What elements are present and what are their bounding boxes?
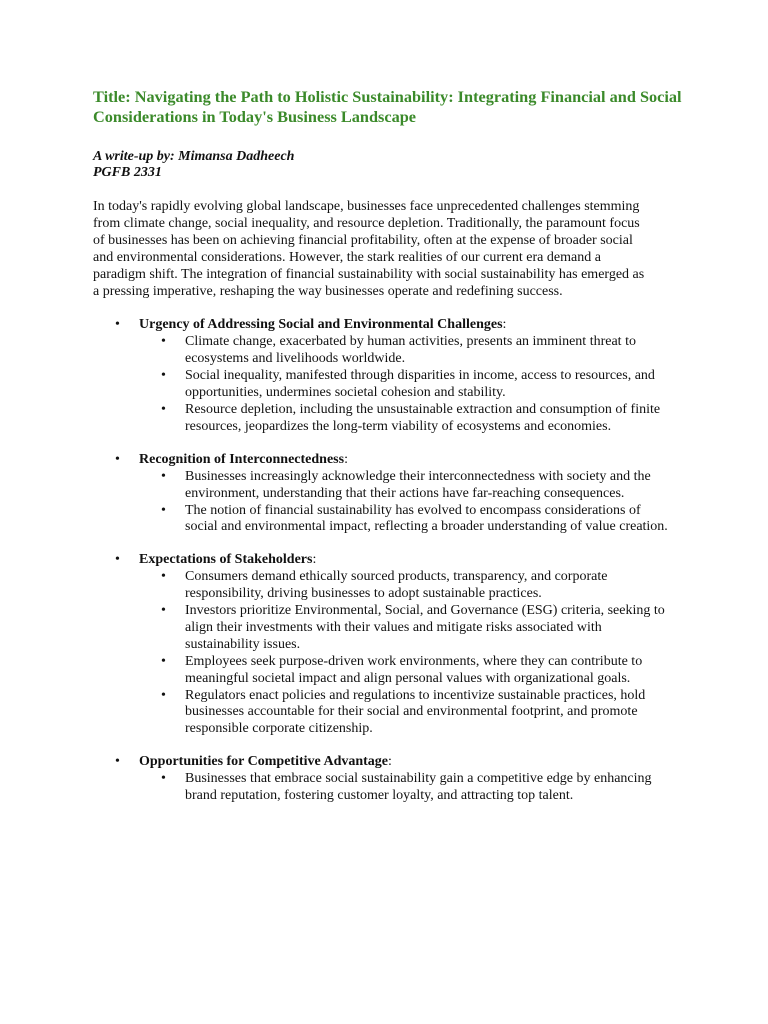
- sub-bullet-text: Businesses that embrace social sustainability gain a competitive edge by enhancing brand reputation, fostering customer loyalty, and attracting top talent.: [185, 771, 652, 804]
- sub-bullet-item: [139, 469, 675, 503]
- section-heading-colon: :: [388, 754, 392, 770]
- section-heading-line: [139, 317, 683, 334]
- bullet-icon: •: [161, 502, 166, 518]
- section-heading: Opportunities for Competitive Advantage: [139, 754, 389, 770]
- section-list: [93, 317, 683, 805]
- bullet-icon: •: [161, 653, 166, 669]
- sub-bullet-item: [139, 503, 675, 537]
- section-heading: Urgency of Addressing Social and Environmental Challenges: [139, 317, 503, 333]
- sub-bullet-item: [139, 603, 675, 654]
- sub-bullet-item: [139, 368, 675, 402]
- section-item: [93, 754, 683, 805]
- sub-bullet-item: [139, 688, 675, 739]
- sub-bullet-list: [139, 569, 683, 738]
- section-heading-line: [139, 754, 683, 771]
- sub-bullet-text: Businesses increasingly acknowledge their interconnectedness with society and the environment, understanding that their actions have far-reaching consequences.: [185, 468, 651, 501]
- sub-bullet-text: Employees seek purpose-driven work environments, where they can contribute to meaningful societal impact and align personal values with organizational goals.: [185, 653, 643, 686]
- section-item: [93, 552, 683, 738]
- document-page: [93, 87, 683, 821]
- author-line: A write-up by: Mimansa Dadheech: [93, 149, 295, 164]
- sub-bullet-item: [139, 334, 675, 368]
- section-heading-colon: :: [502, 317, 507, 333]
- section-heading: Recognition of Interconnectedness: [139, 451, 345, 467]
- sub-bullet-text: Climate change, exacerbated by human activities, presents an imminent threat to ecosystems and livelihoods worldwide.: [185, 334, 636, 367]
- bullet-icon: •: [161, 334, 166, 350]
- sub-bullet-text: Social inequality, manifested through disparities in income, access to resources, and opportunities, undermines societal cohesion and stability.: [185, 368, 655, 401]
- section-item: [93, 452, 683, 537]
- sub-bullet-text: Regulators enact policies and regulations to incentivize sustainable practices, hold businesses accountable for their social and environmental footprint, and promote responsible corporate citizenship.: [185, 687, 646, 737]
- section-heading-colon: :: [312, 552, 317, 568]
- sub-bullet-text: Investors prioritize Environmental, Social, and Governance (ESG) criteria, seeking to align their investments with their values and mitigate risks associated with sustainability issues.: [185, 603, 665, 652]
- sub-bullet-text: Consumers demand ethically sourced products, transparency, and corporate responsibility, driving businesses to adopt sustainable practices.: [185, 569, 608, 602]
- bullet-icon: •: [161, 468, 166, 484]
- bullet-icon: •: [161, 368, 166, 384]
- intro-paragraph: In today's rapidly evolving global landscape, businesses face unprecedented challenges stemming from climate change, social inequality, and resource depletion. Traditionally, the paramount focus of businesses has been on achieving financial profitability, often at the expense of broader social and environmental considerations. However, the stark realities of our current era demand a paradigm shift. The integration of financial sustainability with social sustainability has emerged as a pressing imperative, reshaping the way businesses operate and redefining success.: [93, 199, 645, 299]
- bullet-icon: •: [161, 687, 166, 703]
- sub-bullet-list: [139, 469, 683, 537]
- sub-bullet-list: [139, 771, 683, 805]
- section-item: [93, 317, 683, 435]
- sub-bullet-list: [139, 334, 683, 435]
- section-heading: Expectations of Stakeholders: [139, 552, 313, 568]
- sub-bullet-item: [139, 771, 675, 805]
- byline: [93, 149, 683, 181]
- course-code: PGFB 2331: [93, 165, 162, 180]
- document-title: Title: Navigating the Path to Holistic Sustainability: Integrating Financial and Social Considerations in Today's Business Landscape: [93, 87, 682, 126]
- section-heading-colon: :: [344, 451, 348, 467]
- sub-bullet-item: [139, 569, 675, 603]
- bullet-icon: •: [115, 317, 120, 333]
- section-heading-line: [139, 452, 683, 469]
- bullet-icon: •: [161, 771, 166, 787]
- section-heading-line: [139, 552, 683, 569]
- sub-bullet-item: [139, 402, 675, 436]
- sub-bullet-text: The notion of financial sustainability has evolved to encompass considerations of social and environmental impact, reflecting a broader understanding of value creation.: [185, 502, 668, 535]
- sub-bullet-text: Resource depletion, including the unsustainable extraction and consumption of finite resources, jeopardizes the long-term viability of ecosystems and economies.: [185, 401, 661, 434]
- bullet-icon: •: [161, 401, 166, 417]
- bullet-icon: •: [115, 451, 120, 467]
- bullet-icon: •: [115, 754, 120, 770]
- bullet-icon: •: [161, 603, 166, 619]
- bullet-icon: •: [161, 569, 166, 585]
- bullet-icon: •: [115, 552, 120, 568]
- sub-bullet-item: [139, 654, 675, 688]
